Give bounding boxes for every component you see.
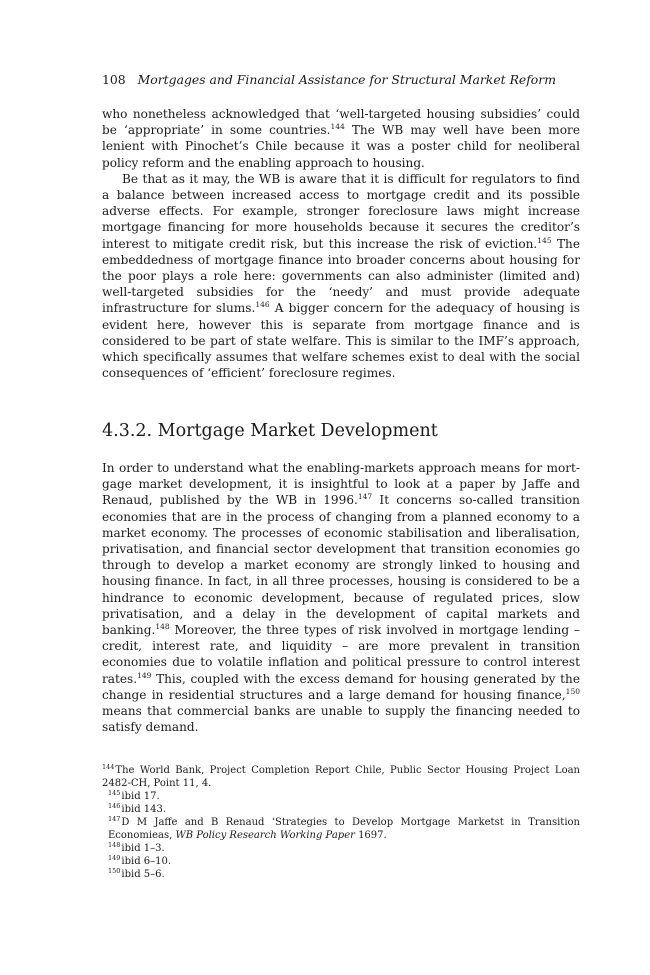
- footnote-text: ibid 6–10.: [121, 856, 172, 867]
- paragraph-text: Moreover, the three types of risk involved in mortgage lending – credit, interest rate, and liquidity – are more prevalent in transition economies due to volatile inflation and political pressure to control interest rates.: [102, 623, 580, 686]
- paragraph-text: Be that as it may, the WB is aware that it is difficult for regulators to find a balance between increased access to mortgage credit and its possible adverse effects. For example, stronger foreclosure laws might increase mortgage financing for more households because it secures the creditor’s interest to mitigate credit risk, but this increase the risk of eviction.: [102, 171, 580, 251]
- footnote-number: 149: [108, 853, 121, 862]
- body-text-section: [102, 460, 580, 735]
- footnote: [102, 790, 580, 803]
- footnotes: [102, 764, 580, 881]
- paragraph-text: The WB may well have been more lenient with Pinochet’s Chile because it was a poster child for neoliberal policy reform and the enabling approach to housing.: [102, 123, 580, 170]
- footnote: [102, 855, 580, 868]
- footnote-text: ibid 5–6.: [121, 869, 165, 880]
- footnote-number: 150: [108, 866, 121, 875]
- footnote: [102, 764, 580, 790]
- paragraph-1: [102, 106, 580, 171]
- footnote-text: D M Jaffe and B Renaud ‘Strategies to Develop Mortgage Marketst in Transition Economieas,: [108, 817, 580, 841]
- page-number: 108: [102, 72, 126, 87]
- paragraph-text: It concerns so-called transition economies that are in the process of changing from a planned economy to a market economy. The processes of economic stabilisation and liberalisation, privatisation, and financial sector development that transition economies go through to develop a market economy are strongly linked to housing and housing finance. In fact, in all three processes, housing is considered to be a hindrance to economic development, because of regulated prices, slow privatisation, and a delay in the development of capital markets and banking.: [102, 493, 580, 638]
- footnote-ref: 147: [357, 492, 373, 502]
- footnote: [102, 868, 580, 881]
- footnote-ref: 144: [330, 122, 345, 132]
- footnote: [102, 803, 580, 816]
- footnote-number: 148: [108, 840, 121, 849]
- paragraph-3: [102, 460, 580, 735]
- footnote-ref: 145: [537, 235, 552, 245]
- footnote-ref: 146: [255, 300, 270, 310]
- running-head: [102, 72, 582, 88]
- paragraph-text: A bigger concern for the adequacy of housing is evident here, however this is separate from mortgage finance and is considered to be part of state welfare. This is similar to the IMF’s approach, which specifically assumes that welfare schemes exist to deal with the social consequences of ‘efficient’ foreclosure regimes.: [102, 301, 580, 381]
- footnote-italic-title: WB Policy Research Working Paper: [175, 830, 355, 841]
- running-title: Mortgages and Financial Assistance for Structural Market Reform: [137, 72, 556, 87]
- footnote-ref: 149: [137, 670, 152, 680]
- footnote-number: 145: [108, 788, 121, 797]
- footnote-ref: 150: [565, 686, 580, 696]
- paragraph-text: means that commercial banks are unable to supply the financing needed to satisfy demand.: [102, 704, 580, 735]
- footnote-ref: 148: [155, 622, 170, 631]
- body-text-top: [102, 106, 580, 381]
- footnote-text: ibid 1–3.: [121, 843, 165, 854]
- footnote-text: ibid 17.: [121, 791, 160, 802]
- paragraph-text: This, coupled with the excess demand for housing generated by the change in residential structures and a large demand for housing finance,: [102, 671, 580, 702]
- paragraph-text: who nonetheless acknowledged that ‘well-targeted housing subsidies’ could be ‘appropriate’ in some countries.: [102, 107, 580, 138]
- footnote: [102, 842, 580, 855]
- footnote-number: 144: [102, 762, 115, 771]
- paragraph-text: In order to understand what the enabling-markets approach means for mortgage market development, it is insightful to look at a paper by Jaffe and Renaud, published by the WB in 1996.: [102, 461, 580, 508]
- footnote: [102, 816, 580, 842]
- footnote-number: 146: [108, 801, 121, 810]
- footnote-number: 147: [108, 814, 121, 823]
- footnote-text: 1697.: [354, 830, 387, 841]
- section-heading: 4.3.2. Mortgage Market Development: [102, 421, 438, 441]
- paragraph-text: The embeddedness of mortgage finance into broader concerns about housing for the poor plays a role here: governments can also administer (limited and) well-targeted subsidies for the ‘needy’ and must provide adequate infrastructure for slums.: [102, 236, 580, 316]
- footnote-text: The World Bank, Project Completion Report Chile, Public Sector Housing Project Loan 2482-CH, Point 11, 4.: [102, 765, 580, 789]
- paragraph-2: [102, 171, 580, 382]
- footnote-text: ibid 143.: [121, 804, 167, 815]
